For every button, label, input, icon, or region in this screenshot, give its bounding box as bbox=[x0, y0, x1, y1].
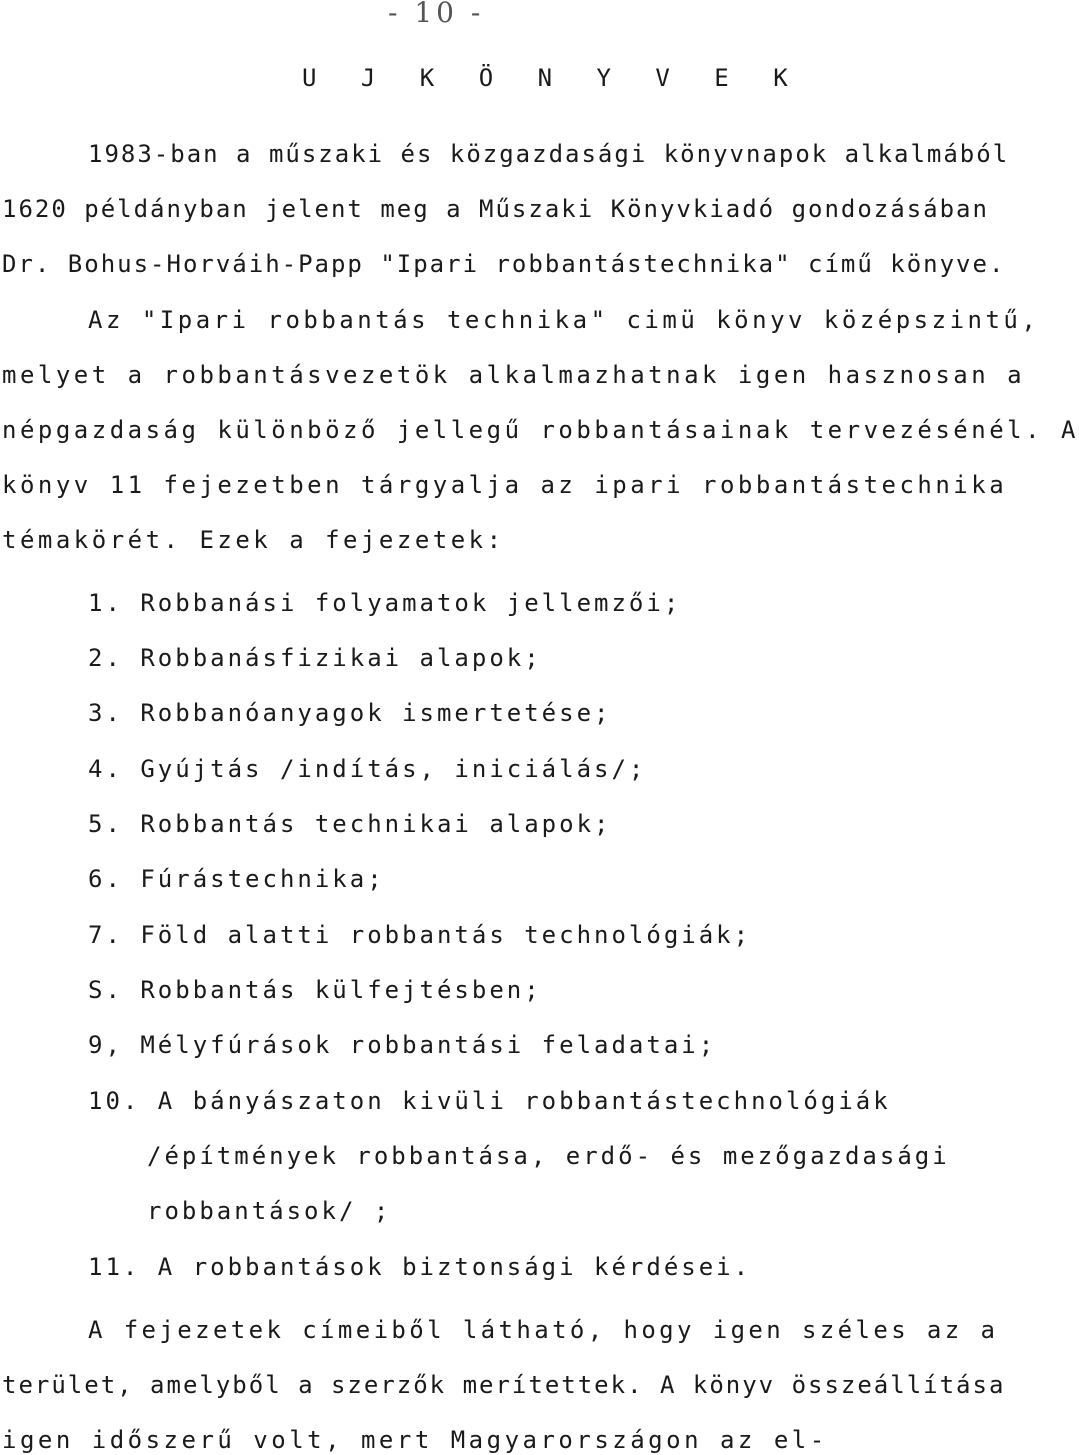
paragraph-line-2: melyet a robbantásvezetök alkalmazhatnak igen hasznosan a bbox=[2, 361, 1026, 389]
closing-line-3: igen időszerű volt, mert Magyarországon az el- bbox=[2, 1426, 828, 1454]
chapter-item: 7. Föld alatti robbantás technológiák; bbox=[88, 921, 752, 949]
chapter-item-continuation: /építmények robbantása, erdő- és mezőgazdasági bbox=[147, 1142, 950, 1170]
chapter-item: 9, Mélyfúrások robbantási feladatai; bbox=[88, 1031, 717, 1059]
intro-line-1: 1983-ban a műszaki és közgazdasági könyvnapok alkalmából bbox=[88, 140, 1010, 168]
paragraph-line-3: népgazdaság különböző jellegű robbantásainak tervezésénél. A bbox=[2, 416, 1079, 444]
chapter-item: 5. Robbantás technikai alapok; bbox=[88, 810, 612, 838]
chapter-item: 2. Robbanásfizikai alapok; bbox=[88, 644, 542, 672]
chapter-item-continuation: robbantások/ ; bbox=[147, 1197, 392, 1225]
paragraph-line-4: könyv 11 fejezetben tárgyalja az ipari robbantástechnika bbox=[2, 471, 1008, 499]
closing-line-2: terület, amelyből a szerzők merítettek. A könyv összeállítása bbox=[2, 1371, 1006, 1399]
chapter-item: 6. Fúrástechnika; bbox=[88, 865, 385, 893]
intro-line-3: Dr. Bohus-Horváih-Papp "Ipari robbantástechnika" című könyve. bbox=[2, 250, 1006, 278]
chapter-item: 11. A robbantások biztonsági kérdései. bbox=[88, 1253, 752, 1281]
paragraph-line-5: témakörét. Ezek a fejezetek: bbox=[2, 526, 505, 554]
closing-line-1: A fejezetek címeiből látható, hogy igen széles az a bbox=[88, 1316, 999, 1344]
chapter-item: S. Robbantás külfejtésben; bbox=[88, 976, 542, 1004]
intro-line-2: 1620 példányban jelent meg a Műszaki Könyvkiadó gondozásában bbox=[2, 195, 989, 223]
chapter-item: 1. Robbanási folyamatok jellemzői; bbox=[88, 589, 682, 617]
page-number: - 10 - bbox=[388, 0, 485, 29]
chapter-item: 3. Robbanóanyagok ismertetése; bbox=[88, 699, 612, 727]
chapter-item: 10. A bányászaton kivüli robbantástechnológiák bbox=[88, 1087, 891, 1115]
page-title: U J K Ö N Y V E K bbox=[302, 64, 803, 92]
paragraph-line-1: Az "Ipari robbantás technika" cimü könyv középszintű, bbox=[88, 306, 1040, 334]
chapter-item: 4. Gyújtás /indítás, iniciálás/; bbox=[88, 755, 647, 783]
